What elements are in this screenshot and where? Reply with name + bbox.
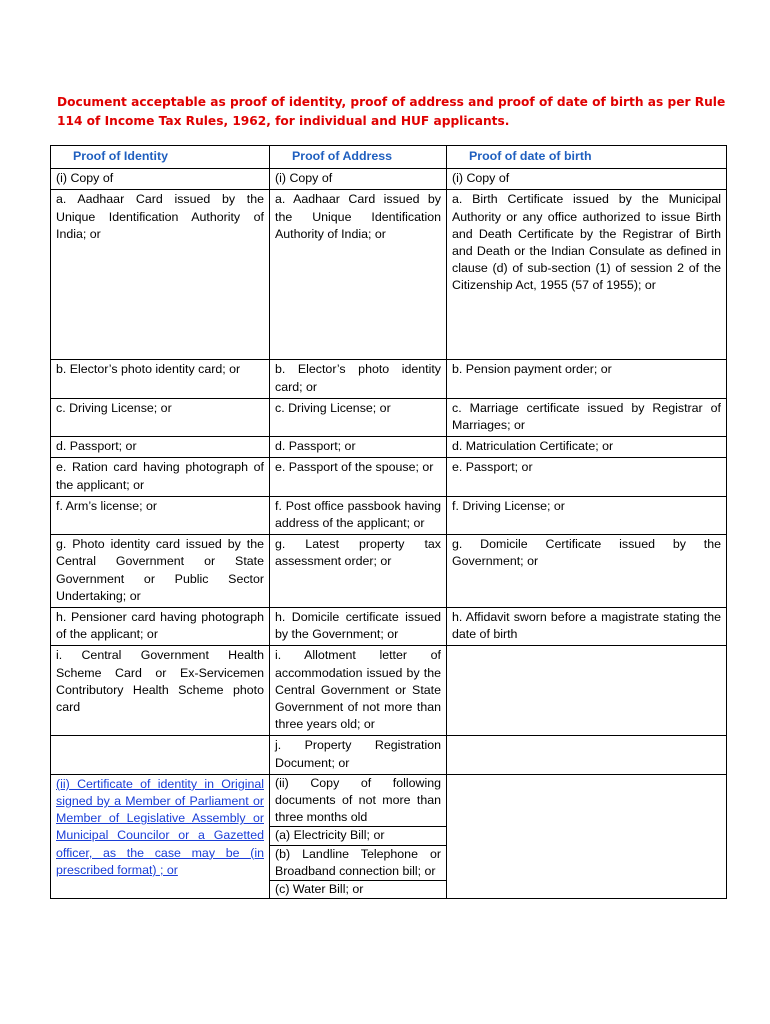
table-row xyxy=(51,774,727,898)
certificate-of-identity-link[interactable]: (ii) Certificate of identity in Original signed by a Member of Parliament or Member of Legislative Assembly or Municipal Councilor or a Gazetted officer, as the case may be (in prescribed format) ; or xyxy=(56,776,264,877)
table-row xyxy=(51,608,727,646)
table-cell: c. Driving License; or xyxy=(270,398,447,436)
table-cell xyxy=(447,646,727,736)
table-cell: e. Ration card having photograph of the applicant; or xyxy=(51,458,270,496)
table-row xyxy=(51,398,727,436)
electricity-bill-item: (a) Electricity Bill; or xyxy=(270,826,446,844)
table-cell: a. Aadhaar Card issued by the Unique Identification Authority of India; or xyxy=(270,190,447,360)
utility-bills-cell xyxy=(270,774,447,898)
table-cell: d. Passport; or xyxy=(51,437,270,458)
table-row xyxy=(51,496,727,534)
table-cell: h. Pensioner card having photograph of the applicant; or xyxy=(51,608,270,646)
table-cell: a. Aadhaar Card issued by the Unique Identification Authority of India; or xyxy=(51,190,270,360)
table-cell: g. Photo identity card issued by the Central Government or State Government or Public Sector Undertaking; or xyxy=(51,535,270,608)
table-cell: b. Elector’s photo identity card; or xyxy=(270,360,447,398)
table-cell: d. Matriculation Certificate; or xyxy=(447,437,727,458)
table-row xyxy=(51,458,727,496)
table-cell: e. Passport; or xyxy=(447,458,727,496)
table-cell: i. Allotment letter of accommodation issued by the Central Government or State Government of not more than three years old; or xyxy=(270,646,447,736)
table-row xyxy=(51,646,727,736)
table-cell xyxy=(447,774,727,898)
table-cell: e. Passport of the spouse; or xyxy=(270,458,447,496)
table-cell: (i) Copy of xyxy=(270,169,447,190)
table-cell: h. Affidavit sworn before a magistrate stating the date of birth xyxy=(447,608,727,646)
table-cell: h. Domicile certificate issued by the Government; or xyxy=(270,608,447,646)
header-proof-of-address: Proof of Address xyxy=(270,146,447,169)
telephone-bill-item: (b) Landline Telephone or Broadband connection bill; or xyxy=(270,845,446,880)
table-cell: c. Marriage certificate issued by Registrar of Marriages; or xyxy=(447,398,727,436)
table-header-row xyxy=(51,146,727,169)
table-row xyxy=(51,437,727,458)
table-row xyxy=(51,535,727,608)
certificate-of-identity-cell xyxy=(51,774,270,898)
table-cell: g. Latest property tax assessment order; or xyxy=(270,535,447,608)
table-cell: g. Domicile Certificate issued by the Government; or xyxy=(447,535,727,608)
table-row xyxy=(51,736,727,774)
table-cell: f. Post office passbook having address of the applicant; or xyxy=(270,496,447,534)
water-bill-item: (c) Water Bill; or xyxy=(270,880,446,898)
table-cell: (i) Copy of xyxy=(447,169,727,190)
table-cell: i. Central Government Health Scheme Card or Ex-Servicemen Contributory Health Scheme photo card xyxy=(51,646,270,736)
table-cell: d. Passport; or xyxy=(270,437,447,458)
proof-documents-table xyxy=(50,145,727,899)
table-cell: (i) Copy of xyxy=(51,169,270,190)
table-cell: a. Birth Certificate issued by the Municipal Authority or any office authorized to issue Birth and Death Certificate by the Registrar of Birth and Death or the Indian Consulate as defined in clause (d) of sub-section (1) of session 2 of the Citizenship Act, 1955 (57 of 1955); or xyxy=(447,190,727,360)
table-cell: c. Driving License; or xyxy=(51,398,270,436)
table-cell: b. Pension payment order; or xyxy=(447,360,727,398)
table-cell: f. Arm’s license; or xyxy=(51,496,270,534)
utility-bills-intro: (ii) Copy of following documents of not more than three months old xyxy=(275,775,441,825)
table-cell xyxy=(447,736,727,774)
header-proof-of-dob: Proof of date of birth xyxy=(447,146,727,169)
table-cell: j. Property Registration Document; or xyxy=(270,736,447,774)
table-row xyxy=(51,190,727,360)
header-proof-of-identity: Proof of Identity xyxy=(51,146,270,169)
table-row xyxy=(51,169,727,190)
table-cell: f. Driving License; or xyxy=(447,496,727,534)
document-title: Document acceptable as proof of identity, proof of address and proof of date of birth as per Rule 114 of Income Tax Rules, 1962, for individual and HUF applicants. xyxy=(57,95,726,128)
table-cell xyxy=(51,736,270,774)
table-row xyxy=(51,360,727,398)
table-cell: b. Elector’s photo identity card; or xyxy=(51,360,270,398)
